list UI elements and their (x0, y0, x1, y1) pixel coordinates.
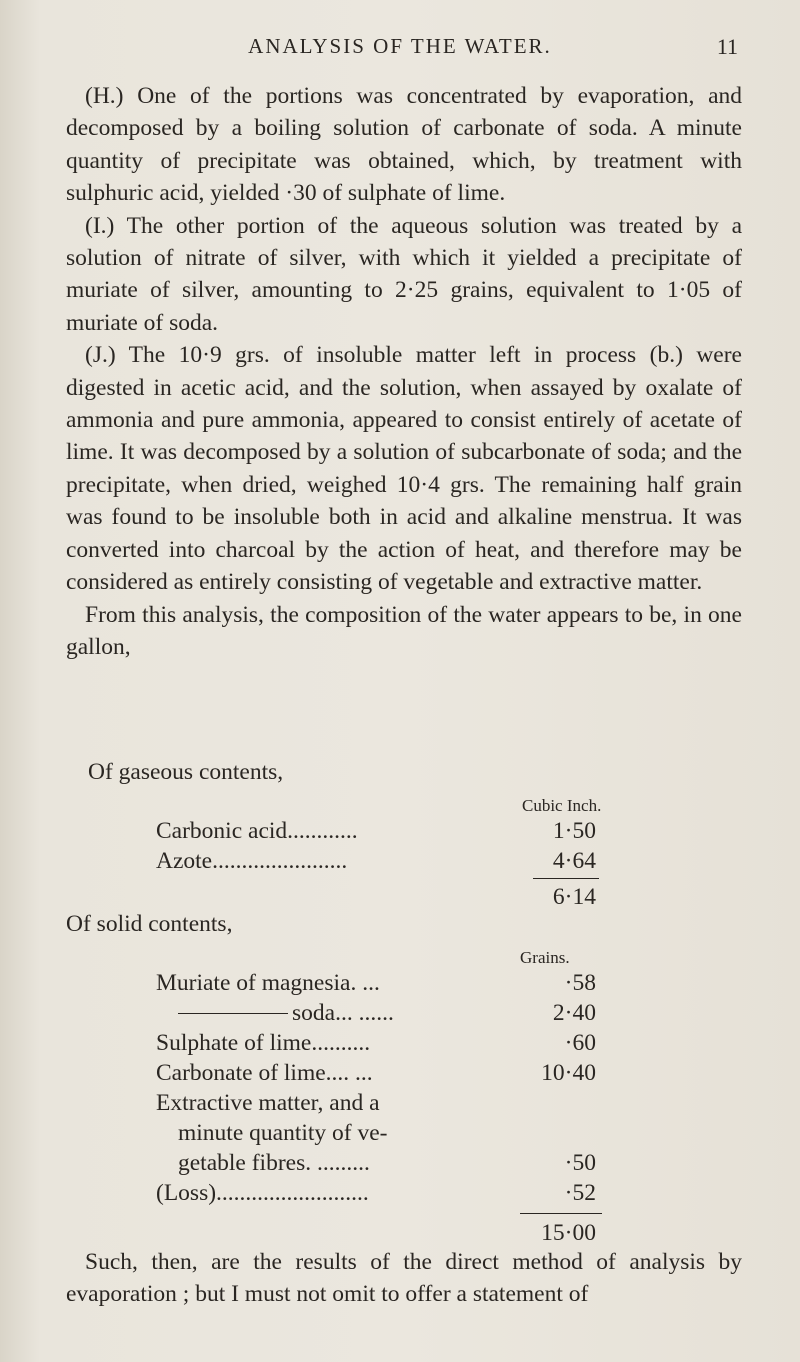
row-value: 2·40 (552, 1000, 596, 1026)
row-value: ·50 (564, 1150, 596, 1176)
row-label: getable fibres. (178, 1150, 312, 1176)
table-row (156, 1178, 596, 1208)
body-text (66, 80, 742, 663)
table-row (156, 1058, 596, 1088)
row-leader: ... (356, 970, 380, 996)
solid-table (156, 968, 596, 1208)
paragraph-j: (J.) The 10·9 grs. of insoluble matter left in process (b.) were digested in acetic acid, and the solution, when assayed by oxalate of ammonia and pure ammonia, appeared to consist entirely of acetate of lime. It was decomposed by a solution of subcarbonate of soda; and the precipitate, when dried, weighed 10·4 grs. The remaining half grain was found to be insoluble both in acid and alkaline menstrua. It was converted into charcoal by the action of heat, and therefore may be considered as entirely consisting of vegetable and extractive matter. (66, 342, 742, 596)
row-value: ·52 (564, 1180, 596, 1206)
row-label: Azote (156, 848, 213, 874)
row-leader: ... ...... (335, 1000, 394, 1026)
solid-unit-label: Grains. (520, 948, 570, 967)
row-label: soda (292, 1000, 336, 1026)
row-value: 4·64 (552, 848, 596, 874)
row-label: Muriate of magnesia. (156, 970, 357, 996)
row-label: Carbonic acid (156, 818, 288, 844)
row-label: (Loss) (156, 1180, 217, 1206)
row-leader: ............ (287, 818, 358, 844)
row-value: ·58 (564, 970, 596, 996)
row-leader: ....................... (212, 848, 348, 874)
table-row (156, 816, 596, 846)
row-value: ·60 (564, 1030, 596, 1056)
solid-heading: Of solid contents, (66, 911, 233, 937)
row-leader: ......... (311, 1150, 370, 1176)
table-row (156, 1028, 596, 1058)
ditto-dash (178, 1013, 288, 1014)
row-label: Extractive matter, and a (156, 1090, 380, 1116)
row-label: minute quantity of ve- (178, 1120, 388, 1146)
page-header (0, 34, 800, 74)
table-row (156, 1088, 596, 1118)
summary-intro: From this analysis, the composition of the water appears to be, in one gallon, (66, 601, 742, 660)
table-row (156, 968, 596, 998)
table-row (156, 846, 596, 876)
table-row (156, 1148, 596, 1178)
table-row (156, 1118, 596, 1148)
page-number: 11 (716, 34, 738, 59)
gaseous-unit-label: Cubic Inch. (522, 796, 602, 815)
total-rule (533, 878, 599, 879)
row-label: Carbonate of lime. (156, 1060, 332, 1086)
total-rule (520, 1213, 602, 1214)
row-leader: .......... (311, 1030, 371, 1056)
gaseous-total: 6·14 (552, 884, 596, 910)
gaseous-table (156, 816, 596, 876)
solid-total: 15·00 (541, 1220, 596, 1246)
row-leader: ... ... (331, 1060, 373, 1086)
row-leader: .......................... (216, 1180, 369, 1206)
row-value: 10·40 (541, 1060, 596, 1086)
running-head: ANALYSIS OF THE WATER. (248, 34, 552, 58)
table-row (156, 998, 596, 1028)
row-value: 1·50 (552, 818, 596, 844)
paragraph-h: (H.) One of the portions was concentrated by evaporation, and decomposed by a boiling solution of carbonate of soda. A minute quantity of precipitate was obtained, which, by treatment with sulphuric acid, yielded ·30 of sulphate of lime. (66, 83, 742, 207)
paragraph-i: (I.) The other portion of the aqueous solution was treated by a solution of nitrate of silver, with which it yielded a precipitate of muriate of silver, amounting to 2·25 grains, equivalent to 1·05 of muriate of soda. (66, 212, 742, 336)
gaseous-heading: Of gaseous contents, (88, 759, 284, 785)
row-label: Sulphate of lime (156, 1030, 312, 1056)
closing-paragraph: Such, then, are the results of the direct method of analysis by evaporation ; but I must not omit to offer a statement of (66, 1249, 742, 1308)
